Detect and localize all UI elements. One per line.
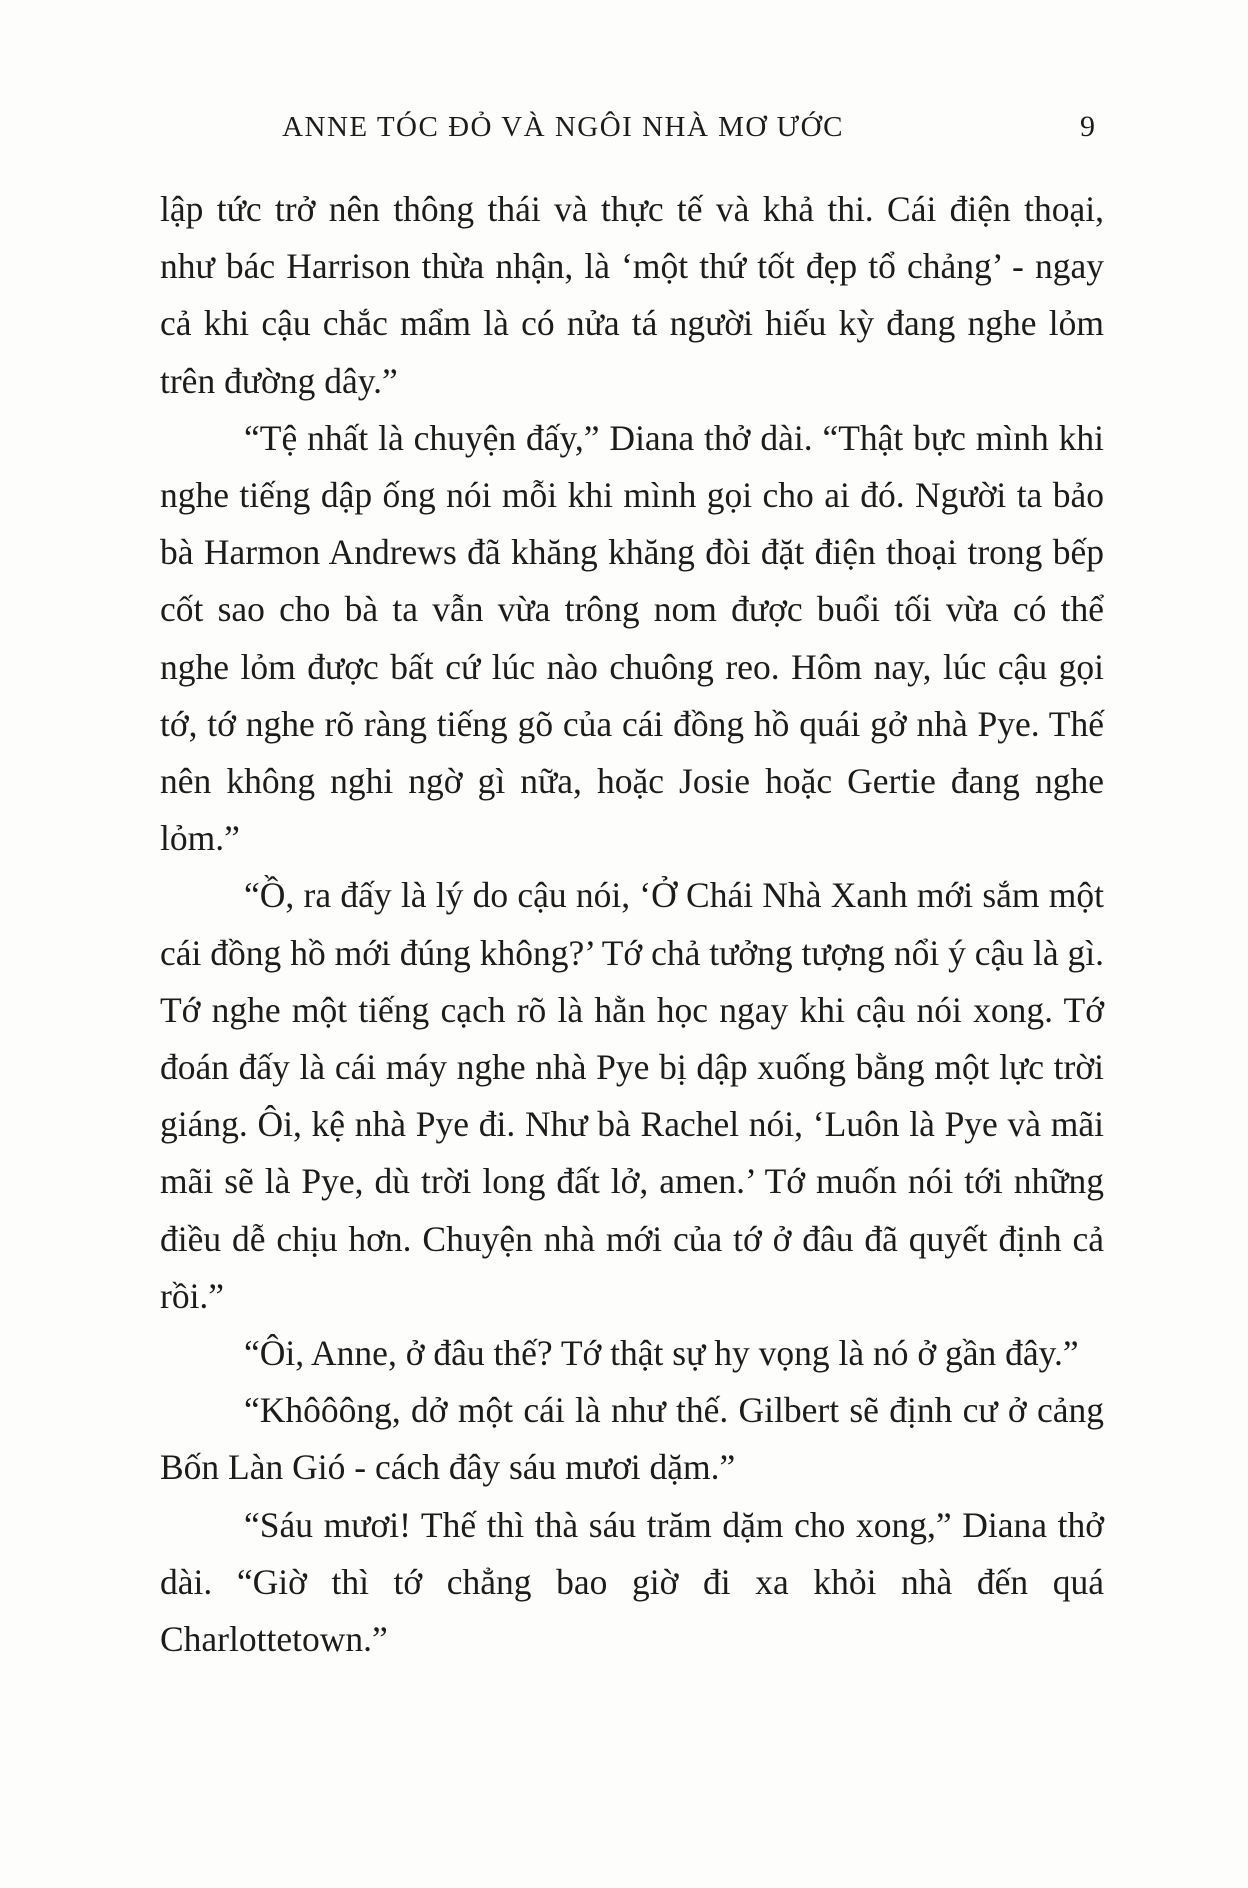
paragraph: “Khôôông, dở một cái là như thế. Gilbert sẽ định cư ở cảng Bốn Làn Gió - cách đây sáu mươi dặm.” xyxy=(160,1390,1104,1488)
paragraph: “Ôi, Anne, ở đâu thế? Tớ thật sự hy vọng là nó ở gần đây.” xyxy=(244,1333,1079,1374)
paragraph: “Tệ nhất là chuyện đấy,” Diana thở dài. “Thật bực mình khi nghe tiếng dập ống nói mỗi khi mình gọi cho ai đó. Người ta bảo bà Harmon Andrews đã khăng khăng đòi đặt điện thoại trong bếp cốt sao cho bà ta vẫn vừa trông nom được buổi tối vừa có thể nghe lỏm được bất cứ lúc nào chuông reo. Hôm nay, lúc cậu gọi tớ, tớ nghe rõ ràng tiếng gõ của cái đồng hồ quái gở nhà Pye. Thế nên không nghi ngờ gì nữa, hoặc Josie hoặc Gertie đang nghe lỏm.” xyxy=(160,417,1104,859)
page-number: 9 xyxy=(1080,110,1095,143)
body-text xyxy=(160,181,1104,1668)
running-header xyxy=(0,102,1248,152)
paragraph: “Sáu mươi! Thế thì thà sáu trăm dặm cho xong,” Diana thở dài. “Giờ thì tớ chẳng bao giờ đi xa khỏi nhà đến quá Charlottetown.” xyxy=(160,1504,1104,1660)
paragraph-continuation: lập tức trở nên thông thái và thực tế và khả thi. Cái điện thoại, như bác Harrison thừa nhận, là ‘một thứ tốt đẹp tổ chảng’ - ngay cả khi cậu chắc mẩm là có nửa tá người hiếu kỳ đang nghe lỏm trên đường dây.” xyxy=(160,189,1104,401)
running-title: ANNE TÓC ĐỎ VÀ NGÔI NHÀ MƠ ƯỚC xyxy=(282,111,844,143)
paragraph: “Ồ, ra đấy là lý do cậu nói, ‘Ở Chái Nhà Xanh mới sắm một cái đồng hồ mới đúng không?’ Tớ chả tưởng tượng nổi ý cậu là gì. Tớ nghe một tiếng cạch rõ là hằn học ngay khi cậu nói xong. Tớ đoán đấy là cái máy nghe nhà Pye bị dập xuống bằng một lực trời giáng. Ôi, kệ nhà Pye đi. Như bà Rachel nói, ‘Luôn là Pye và mãi mãi sẽ là Pye, dù trời long đất lở, amen.’ Tớ muốn nói tới những điều dễ chịu hơn. Chuyện nhà mới của tớ ở đâu đã quyết định cả rồi.” xyxy=(160,875,1104,1316)
